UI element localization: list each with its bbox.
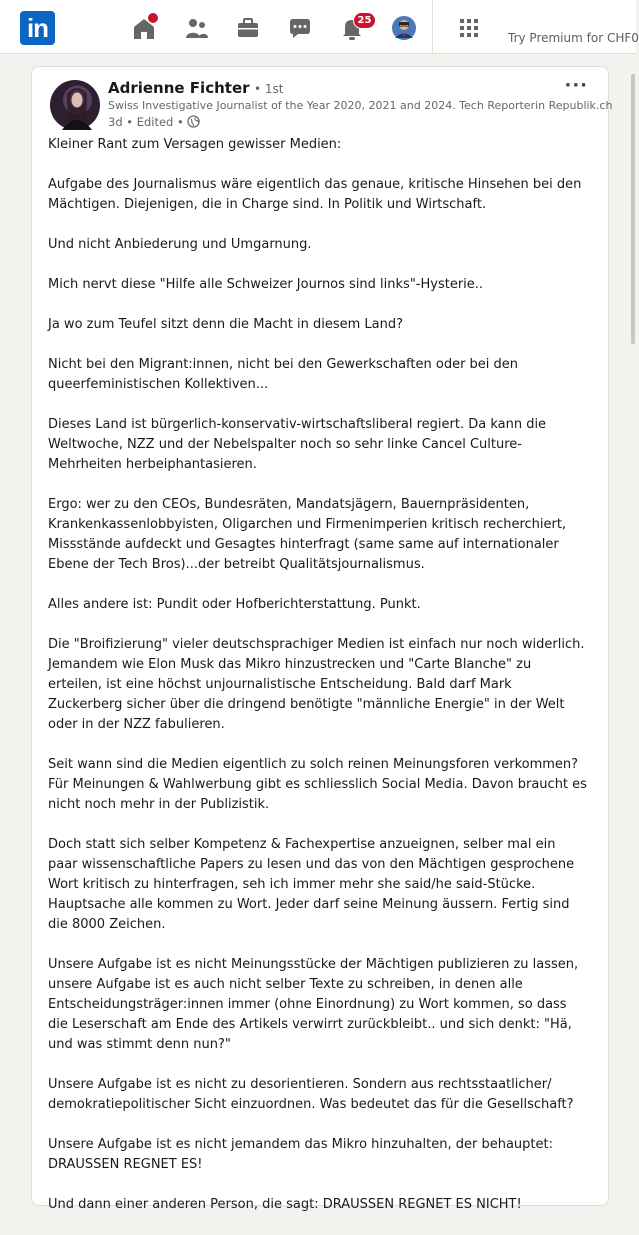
top-navigation-bar [0,0,639,54]
post-paragraph: Kleiner Rant zum Versagen gewisser Medien: [48,137,342,152]
post-paragraph: Nicht bei den Migrant:innen, nicht bei den Gewerkschaften oder bei den queerfeministischen Kollektiven... [48,357,519,392]
post-timestamp: 3d • Edited • [108,115,184,129]
nav-divider [432,0,433,54]
home-icon[interactable] [130,14,158,42]
post-paragraph: Ergo: wer zu den CEOs, Bundesräten, Mandatsjägern, Bauernpräsidenten, Krankenkassenlobbyisten, Oligarchen und Firmenimperien kritisch recherchiert, Missstände aufdeckt und Gesagtes hinterfragt (same same auf internationaler Ebene der Tech Bros)...der betreibt Qualitätsjournalismus. [48,497,567,572]
post-paragraph: Doch statt sich selber Kompetenz & Fachexpertise anzueignen, selber mal ein paar wissenschaftliche Papers zu lesen und das von den Mächtigen gesprochene Wort kritisch zu hinterfragen, seh ich immer mehr she said/he said-Stücke. Hauptsache alle kommen zu Wort. Jeder darf seine Meinung äussern. Fertig sind die 8000 Zeichen. [48,837,575,932]
author-name-line [108,79,558,98]
post-paragraph: Aufgabe des Journalismus wäre eigentlich das genaue, kritische Hinsehen bei den Mächtigen. Diejenigen, die in Charge sind. In Politik und Wirtschaft. [48,177,582,212]
post-paragraph: Alles andere ist: Pundit oder Hofberichterstattung. Punkt. [48,597,421,612]
feed-post-card [31,66,613,1212]
linkedin-logo-icon[interactable]: in [20,11,55,45]
post-meta [108,114,558,131]
connection-degree: • 1st [253,82,284,96]
post-paragraph: Die "Broifizierung" vieler deutschsprachiger Medien ist einfach nur noch widerlich. Jemandem wie Elon Musk das Mikro hinzustrecken und "Carte Blanche" zu erteilen, ist eine höchst unjournalistische Entscheidung. Bald darf Mark Zuckerberg sicher über die dringend benötigte "männliche Energie" in der Welt oder in der NZZ fabulieren. [48,637,585,732]
messaging-icon[interactable] [286,14,314,42]
post-paragraph: Dieses Land ist bürgerlich-konservativ-wirtschaftsliberal regiert. Da kann die Weltwoche, NZZ und der Nebelspalter noch so sehr linke Cancel Culture- Mehrheiten herbeiphantasieren. [48,417,547,472]
page-scrollbar[interactable] [630,54,636,1194]
globe-icon [187,115,200,128]
post-paragraph: Unsere Aufgabe ist es nicht zu desorientieren. Sondern aus rechtsstaatlicher/ demokratiepolitischer Sicht einzuordnen. Was bedeutet das für die Gesellschaft? [48,1077,574,1112]
jobs-briefcase-icon[interactable] [234,14,262,42]
post-paragraph: Und nicht Anbiederung und Umgarnung. [48,237,312,252]
apps-grid-icon[interactable] [455,14,483,42]
post-more-options-button[interactable]: ··· [564,75,588,96]
post-paragraph: Mich nervt diese "Hilfe alle Schweizer Journos sind links"-Hysterie.. [48,277,484,292]
author-headline: Swiss Investigative Journalist of the Year 2020, 2021 and 2024. Tech Reporterin Republik.ch [108,99,613,112]
post-paragraph: Ja wo zum Teufel sitzt denn die Macht in diesem Land? [48,317,403,332]
me-avatar[interactable] [390,14,418,42]
notifications-bell-icon[interactable] [338,14,372,42]
post-body-text [48,135,588,1235]
scrollbar-thumb[interactable] [631,74,635,344]
post-paragraph: Und dann einer anderen Person, die sagt: DRAUSSEN REGNET ES NICHT! [48,1197,522,1212]
notifications-count-badge: 25 [353,12,376,29]
connection-degree-label: 1st [264,82,284,96]
try-premium-link[interactable]: Try Premium for CHF0 [508,31,639,45]
home-notification-dot [147,12,159,24]
author-avatar[interactable] [50,80,100,130]
my-network-icon[interactable] [183,14,211,42]
post-paragraph: Seit wann sind die Medien eigentlich zu solch reinen Meinungsforen verkommen? Für Meinungen & Wahlwerbung gibt es schliesslich Social Media. Davon braucht es nicht noch mehr in der Publizistik. [48,757,587,812]
post-author-block [108,79,613,131]
post-paragraph: Unsere Aufgabe ist es nicht jemandem das Mikro hinzuhalten, der behauptet: DRAUSSEN REGNET ES! [48,1137,553,1172]
author-name[interactable]: Adrienne Fichter [108,79,250,97]
post-paragraph: Unsere Aufgabe ist es nicht Meinungsstücke der Mächtigen publizieren zu lassen, unsere Aufgabe ist es auch nicht selber Texte zu schreiben, in denen alle Entscheidungsträger:innen immer (ohne Einordnung) zu Wort kommen, so dass die Leserschaft am Ende des Artikels verwirrt zurückbleibt.. und sich denkt: "Hä, und was stimmt denn nun?" [48,957,579,1052]
